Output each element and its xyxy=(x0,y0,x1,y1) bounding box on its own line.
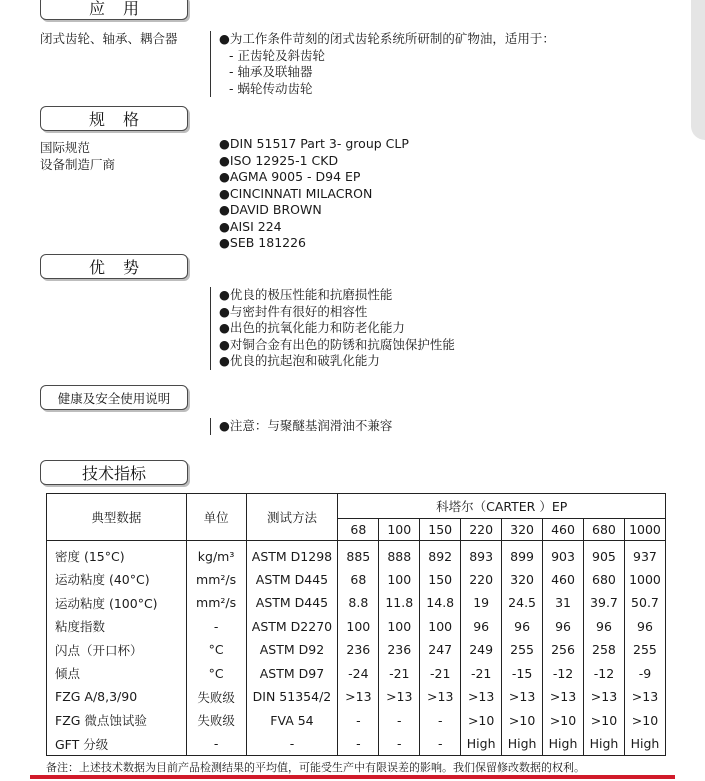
cell-value: >10 xyxy=(461,709,502,733)
safety-list xyxy=(219,418,392,435)
specs-list xyxy=(219,136,409,252)
cell-property: 倾点 xyxy=(47,662,187,686)
table-row xyxy=(47,541,666,568)
list-item: ●ISO 12925-1 CKD xyxy=(219,152,339,168)
cell-value: >13 xyxy=(338,685,379,709)
cell-value: - xyxy=(379,732,420,756)
cell-value: -15 xyxy=(502,662,543,686)
cell-value: -21 xyxy=(420,662,461,686)
cell-unit: - xyxy=(186,732,246,756)
grade-header: 320 xyxy=(502,518,543,540)
cell-property: GFT 分级 xyxy=(47,732,187,756)
cell-value: 460 xyxy=(543,568,584,592)
divider-safety xyxy=(210,418,211,435)
cell-value: 100 xyxy=(420,615,461,639)
cell-value: >13 xyxy=(379,685,420,709)
list-item: ●AISI 224 xyxy=(219,218,282,234)
spec-table-body xyxy=(47,541,666,756)
cell-value: -12 xyxy=(543,662,584,686)
cell-value: >13 xyxy=(461,685,502,709)
table-row xyxy=(47,732,666,756)
divider-advantages xyxy=(210,287,211,370)
section-title-safety: 健康及安全使用说明 xyxy=(40,385,188,410)
cell-method: FVA 54 xyxy=(246,709,338,733)
cell-value: 14.8 xyxy=(420,591,461,615)
divider-application xyxy=(210,31,211,97)
cell-value: -12 xyxy=(584,662,625,686)
application-list xyxy=(219,31,555,97)
list-item: ●为工作条件苛刻的闭式齿轮系统所研制的矿物油，适用于： xyxy=(219,31,555,46)
cell-method: - xyxy=(246,732,338,756)
spec-table xyxy=(46,493,666,756)
cell-property: 闪点（开口杯） xyxy=(47,638,187,662)
cell-value: High xyxy=(584,732,625,756)
cell-value: >13 xyxy=(624,685,665,709)
cell-value: 50.7 xyxy=(624,591,665,615)
section-title-application: 应用 xyxy=(40,0,188,20)
cell-unit: mm²/s xyxy=(186,591,246,615)
grade-header: 460 xyxy=(543,518,584,540)
list-item: - 正齿轮及斜齿轮 xyxy=(229,47,325,63)
cell-property: 粘度指数 xyxy=(47,615,187,639)
list-item: - 轴承及联轴器 xyxy=(229,64,313,79)
cell-property: 运动粘度 (100°C) xyxy=(47,591,187,615)
cell-value: >13 xyxy=(543,685,584,709)
grade-header: 1000 xyxy=(624,518,665,540)
cell-value: 892 xyxy=(420,541,461,568)
list-item: ●与密封件有很好的相容性 xyxy=(219,303,368,319)
cell-value: >10 xyxy=(502,709,543,733)
header-product: 科塔尔（CARTER ）EP xyxy=(338,494,666,519)
footnote: 备注：上述技术数据为目前产品检测结果的平均值，可能受生产中有限误差的影响。我们保留修改数据的权利。 xyxy=(46,761,585,774)
list-item: ●出色的抗氧化能力和防老化能力 xyxy=(219,320,405,335)
specs-categories xyxy=(40,140,115,173)
table-row xyxy=(47,638,666,662)
list-item: ●对铜合金有出色的防锈和抗腐蚀保护性能 xyxy=(219,336,455,352)
cell-value: 96 xyxy=(461,615,502,639)
cell-value: 24.5 xyxy=(502,591,543,615)
grade-header: 680 xyxy=(584,518,625,540)
cell-value: -24 xyxy=(338,662,379,686)
cell-value: High xyxy=(502,732,543,756)
cell-property: FZG 微点蚀试验 xyxy=(47,709,187,733)
cell-value: 96 xyxy=(502,615,543,639)
specs-category: 国际规范 xyxy=(40,140,91,155)
cell-value: 256 xyxy=(543,638,584,662)
table-row xyxy=(47,709,666,733)
section-title-specs: 规格 xyxy=(40,106,188,131)
grade-header: 220 xyxy=(461,518,502,540)
header-property: 典型数据 xyxy=(47,494,187,541)
cell-value: -9 xyxy=(624,662,665,686)
cell-unit: 失败级 xyxy=(186,685,246,709)
cell-unit: °C xyxy=(186,638,246,662)
cell-value: - xyxy=(420,709,461,733)
table-row xyxy=(47,615,666,639)
table-row xyxy=(47,662,666,686)
list-item: ●AGMA 9005 - D94 EP xyxy=(219,169,361,184)
cell-method: ASTM D97 xyxy=(246,662,338,686)
cell-value: High xyxy=(624,732,665,756)
list-item: ●SEB 181226 xyxy=(219,235,307,250)
list-item: ●优良的抗起泡和破乳化能力 xyxy=(219,353,380,368)
cell-value: 96 xyxy=(543,615,584,639)
cell-value: 885 xyxy=(338,541,379,568)
table-row xyxy=(47,685,666,709)
cell-unit: °C xyxy=(186,662,246,686)
cell-value: -21 xyxy=(461,662,502,686)
cell-value: 903 xyxy=(543,541,584,568)
cell-value: 100 xyxy=(379,615,420,639)
cell-value: 31 xyxy=(543,591,584,615)
cell-unit: 失败级 xyxy=(186,709,246,733)
cell-value: - xyxy=(338,732,379,756)
cell-value: 220 xyxy=(461,568,502,592)
cell-value: >10 xyxy=(584,709,625,733)
list-item: ●DIN 51517 Part 3- group CLP xyxy=(219,136,409,151)
grade-header: 68 xyxy=(338,518,379,540)
grade-header: 150 xyxy=(420,518,461,540)
cell-value: 100 xyxy=(338,615,379,639)
section-title-advantages: 优势 xyxy=(40,254,188,279)
section-title-technical: 技术指标 xyxy=(40,460,188,485)
cell-value: >13 xyxy=(420,685,461,709)
cell-value: High xyxy=(461,732,502,756)
cell-value: 19 xyxy=(461,591,502,615)
cell-value: 150 xyxy=(420,568,461,592)
cell-value: 236 xyxy=(338,638,379,662)
cell-value: 247 xyxy=(420,638,461,662)
cell-value: 905 xyxy=(584,541,625,568)
list-item: ●CINCINNATI MILACRON xyxy=(219,185,373,201)
cell-value: >13 xyxy=(584,685,625,709)
accent-bar xyxy=(30,775,675,779)
cell-value: 255 xyxy=(502,638,543,662)
cell-value: 680 xyxy=(584,568,625,592)
list-item: ●DAVID BROWN xyxy=(219,202,322,217)
cell-unit: kg/m³ xyxy=(186,541,246,568)
table-row xyxy=(47,568,666,592)
cell-value: - xyxy=(338,709,379,733)
cell-value: 236 xyxy=(379,638,420,662)
cell-value: 258 xyxy=(584,638,625,662)
cell-value: 1000 xyxy=(624,568,665,592)
table-row xyxy=(47,591,666,615)
cell-method: ASTM D445 xyxy=(246,568,338,592)
cell-value: 893 xyxy=(461,541,502,568)
cell-value: 100 xyxy=(379,568,420,592)
cell-value: >13 xyxy=(502,685,543,709)
cell-value: 68 xyxy=(338,568,379,592)
header-unit: 单位 xyxy=(186,494,246,541)
specs-category: 设备制造厂商 xyxy=(40,156,116,172)
cell-property: FZG A/8,3/90 xyxy=(47,685,187,709)
side-tab xyxy=(691,0,705,140)
cell-method: DIN 51354/2 xyxy=(246,685,338,709)
cell-value: >10 xyxy=(624,709,665,733)
cell-method: ASTM D92 xyxy=(246,638,338,662)
list-item: ●注意：与聚醚基润滑油不兼容 xyxy=(219,418,393,433)
cell-value: 39.7 xyxy=(584,591,625,615)
cell-value: 96 xyxy=(584,615,625,639)
cell-property: 密度 (15°C) xyxy=(47,541,187,568)
cell-value: High xyxy=(543,732,584,756)
cell-value: 249 xyxy=(461,638,502,662)
cell-value: 888 xyxy=(379,541,420,568)
cell-method: ASTM D1298 xyxy=(246,541,338,568)
cell-value: - xyxy=(420,732,461,756)
cell-value: >10 xyxy=(543,709,584,733)
cell-value: 8.8 xyxy=(338,591,379,615)
cell-method: ASTM D445 xyxy=(246,591,338,615)
cell-unit: mm²/s xyxy=(186,568,246,592)
cell-unit: - xyxy=(186,615,246,639)
cell-value: 11.8 xyxy=(379,591,420,615)
list-item: ●优良的极压性能和抗磨损性能 xyxy=(219,287,393,302)
cell-property: 运动粘度 (40°C) xyxy=(47,568,187,592)
header-method: 测试方法 xyxy=(246,494,338,541)
cell-value: 899 xyxy=(502,541,543,568)
advantages-list xyxy=(219,287,455,370)
grade-header: 100 xyxy=(379,518,420,540)
cell-value: -21 xyxy=(379,662,420,686)
cell-value: 96 xyxy=(624,615,665,639)
cell-value: 320 xyxy=(502,568,543,592)
cell-method: ASTM D2270 xyxy=(246,615,338,639)
cell-value: - xyxy=(379,709,420,733)
cell-value: 255 xyxy=(624,638,665,662)
list-item: - 蜗轮传动齿轮 xyxy=(229,80,313,96)
cell-value: 937 xyxy=(624,541,665,568)
application-scope: 闭式齿轮、轴承、耦合器 xyxy=(40,31,178,46)
